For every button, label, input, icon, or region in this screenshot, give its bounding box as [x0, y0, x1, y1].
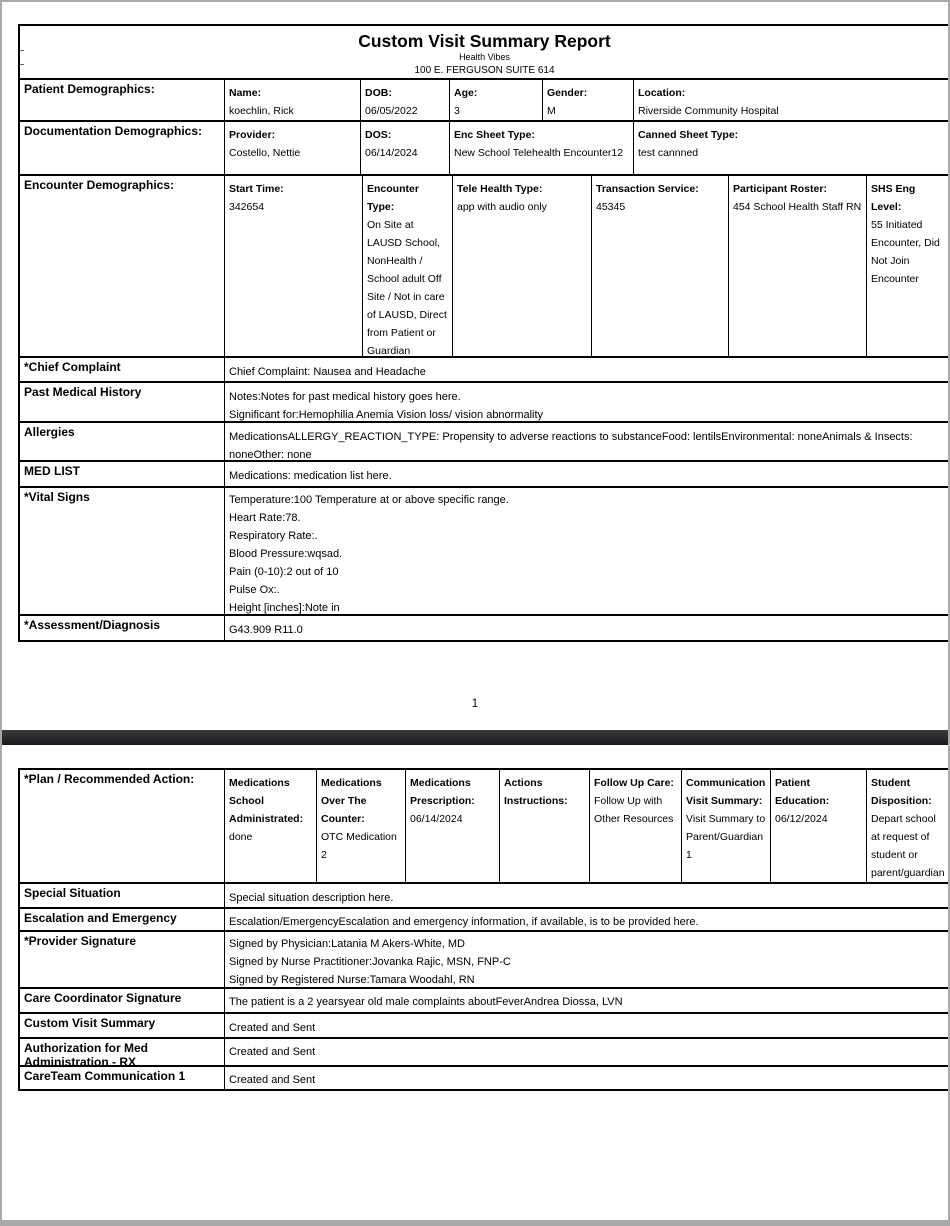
window-bottom-bar: [0, 1220, 950, 1226]
row-label: *Vital Signs: [24, 490, 90, 504]
page2-report-table: [18, 768, 950, 1091]
field-provider: Provider: Costello, Nettie: [224, 122, 360, 174]
row-label: Authorization for Med Administration - RX: [24, 1041, 148, 1065]
row-label: Special Situation: [24, 886, 121, 900]
page1-report-table: [18, 24, 950, 642]
row-authorization-for-med-administration-rx: [20, 1037, 949, 1065]
row-label: Patient Demographics:: [24, 82, 155, 96]
row-provider-signature: [20, 930, 949, 987]
row-vital-signs: [20, 486, 949, 614]
field-canned-sheet-type: Canned Sheet Type: test cannned: [633, 122, 949, 174]
row-content: Created and Sent: [224, 1014, 949, 1037]
row-label: *Chief Complaint: [24, 360, 121, 374]
field-medications-prescription: Medications Prescription: 06/14/2024: [405, 770, 499, 882]
row-label: Care Coordinator Signature: [24, 991, 182, 1005]
field-tele-health-type: Tele Health Type: app with audio only: [452, 176, 591, 356]
row-content: Signed by Physician:Latania M Akers-White, MD Signed by Nurse Practitioner:Jovanka Rajic, MSN, FNP-C Signed by Registered Nurse:Tamara Woodahl, RN: [224, 932, 949, 987]
field-start-time: Start Time: 342654: [224, 176, 362, 356]
row-content: Chief Complaint: Nausea and Headache: [224, 358, 949, 381]
row-patient-demographics: [20, 78, 949, 120]
report-header: [20, 26, 949, 78]
row-content: Temperature:100 Temperature at or above specific range. Heart Rate:78. Respiratory Rate:. Blood Pressure:wqsad. Pain (0-10):2 out of 10 Pulse Ox:. Height [inches]:Note in: [224, 488, 949, 614]
field-shs-eng-level: SHS Eng Level: 55 Initiated Encounter, Did Not Join Encounter: [866, 176, 949, 356]
title-row-tick: [20, 64, 24, 65]
row-special-situation: [20, 882, 949, 907]
row-content: Escalation/EmergencyEscalation and emergency information, if available, is to be provided here.: [224, 909, 949, 930]
row-past-medical-history: [20, 381, 949, 421]
row-med-list: [20, 460, 949, 486]
title-row-tick: [20, 50, 24, 51]
row-label: Past Medical History: [24, 385, 142, 399]
row-care-coordinator-signature: [20, 987, 949, 1012]
field-participant-roster: Participant Roster: 454 School Health Staff RN: [728, 176, 866, 356]
row-label: Escalation and Emergency: [24, 911, 177, 925]
row-content: G43.909 R11.0: [224, 616, 949, 640]
field-communication-visit-summary: Communication Visit Summary: Visit Summary to Parent/Guardian 1: [681, 770, 770, 882]
row-encounter-demographics: [20, 174, 949, 356]
row-content: Special situation description here.: [224, 884, 949, 907]
row-escalation-and-emergency: [20, 907, 949, 930]
field-follow-up-care: Follow Up Care: Follow Up with Other Resources: [589, 770, 681, 882]
row-content: Created and Sent: [224, 1067, 949, 1089]
row-content: The patient is a 2 yearsyear old male complaints aboutFeverAndrea Diossa, LVN: [224, 989, 949, 1012]
field-age: Age: 3: [449, 80, 542, 120]
row-documentation-demographics: [20, 120, 949, 174]
field-actions-instructions: Actions Instructions:: [499, 770, 589, 882]
row-label: Custom Visit Summary: [24, 1016, 156, 1030]
row-label: CareTeam Communication 1: [24, 1069, 186, 1083]
row-content: Medications: medication list here.: [224, 462, 949, 486]
row-label: MED LIST: [24, 464, 80, 478]
row-label: Documentation Demographics:: [24, 124, 203, 138]
row-label: Encounter Demographics:: [24, 178, 175, 192]
organization-address: 100 E. FERGUSON SUITE 614: [414, 65, 555, 76]
page-divider-bar: [0, 730, 950, 745]
field-medications-over-the-counter: Medications Over The Counter: OTC Medication 2: [316, 770, 405, 882]
row-allergies: [20, 421, 949, 460]
row-chief-complaint: [20, 356, 949, 381]
row-plan-recommended-action: [20, 770, 949, 882]
field-name: Name: koechlin, Rick: [224, 80, 360, 120]
row-label: Allergies: [24, 425, 75, 439]
field-gender: Gender: M: [542, 80, 633, 120]
row-custom-visit-summary: [20, 1012, 949, 1037]
organization-name: Health Vibes: [459, 52, 510, 62]
field-student-disposition: Student Disposition: Depart school at request of student or parent/guardian: [866, 770, 949, 882]
field-dob: DOB: 06/05/2022: [360, 80, 449, 120]
row-label: *Plan / Recommended Action:: [24, 772, 195, 786]
field-location: Location: Riverside Community Hospital: [633, 80, 949, 120]
field-transaction-service: Transaction Service: 45345: [591, 176, 728, 356]
row-content: Created and Sent: [224, 1039, 949, 1065]
field-encounter-type: Encounter Type: On Site at LAUSD School, NonHealth / School adult Off Site / Not in care of LAUSD, Direct from Patient or Guardian: [362, 176, 452, 356]
row-content: MedicationsALLERGY_REACTION_TYPE: Propensity to adverse reactions to substanceFood: lentilsEnvironmental: noneAnimals & Insects: noneOther: none: [224, 423, 949, 460]
field-medications-school-administrated: Medications School Administrated: done: [224, 770, 316, 882]
row-content: Notes:Notes for past medical history goes here. Significant for:Hemophilia Anemia Vision loss/ vision abnormality: [224, 383, 949, 421]
row-label: *Assessment/Diagnosis: [24, 618, 161, 632]
row-assessment-diagnosis: [20, 614, 949, 640]
field-dos: DOS: 06/14/2024: [360, 122, 449, 174]
page-title: Custom Visit Summary Report: [358, 31, 611, 51]
row-label: *Provider Signature: [24, 934, 137, 948]
field-enc-sheet-type: Enc Sheet Type: New School Telehealth Encounter12: [449, 122, 633, 174]
row-careteam-communication-1: [20, 1065, 949, 1089]
field-patient-education: Patient Education: 06/12/2024: [770, 770, 866, 882]
page-number: 1: [471, 698, 479, 710]
